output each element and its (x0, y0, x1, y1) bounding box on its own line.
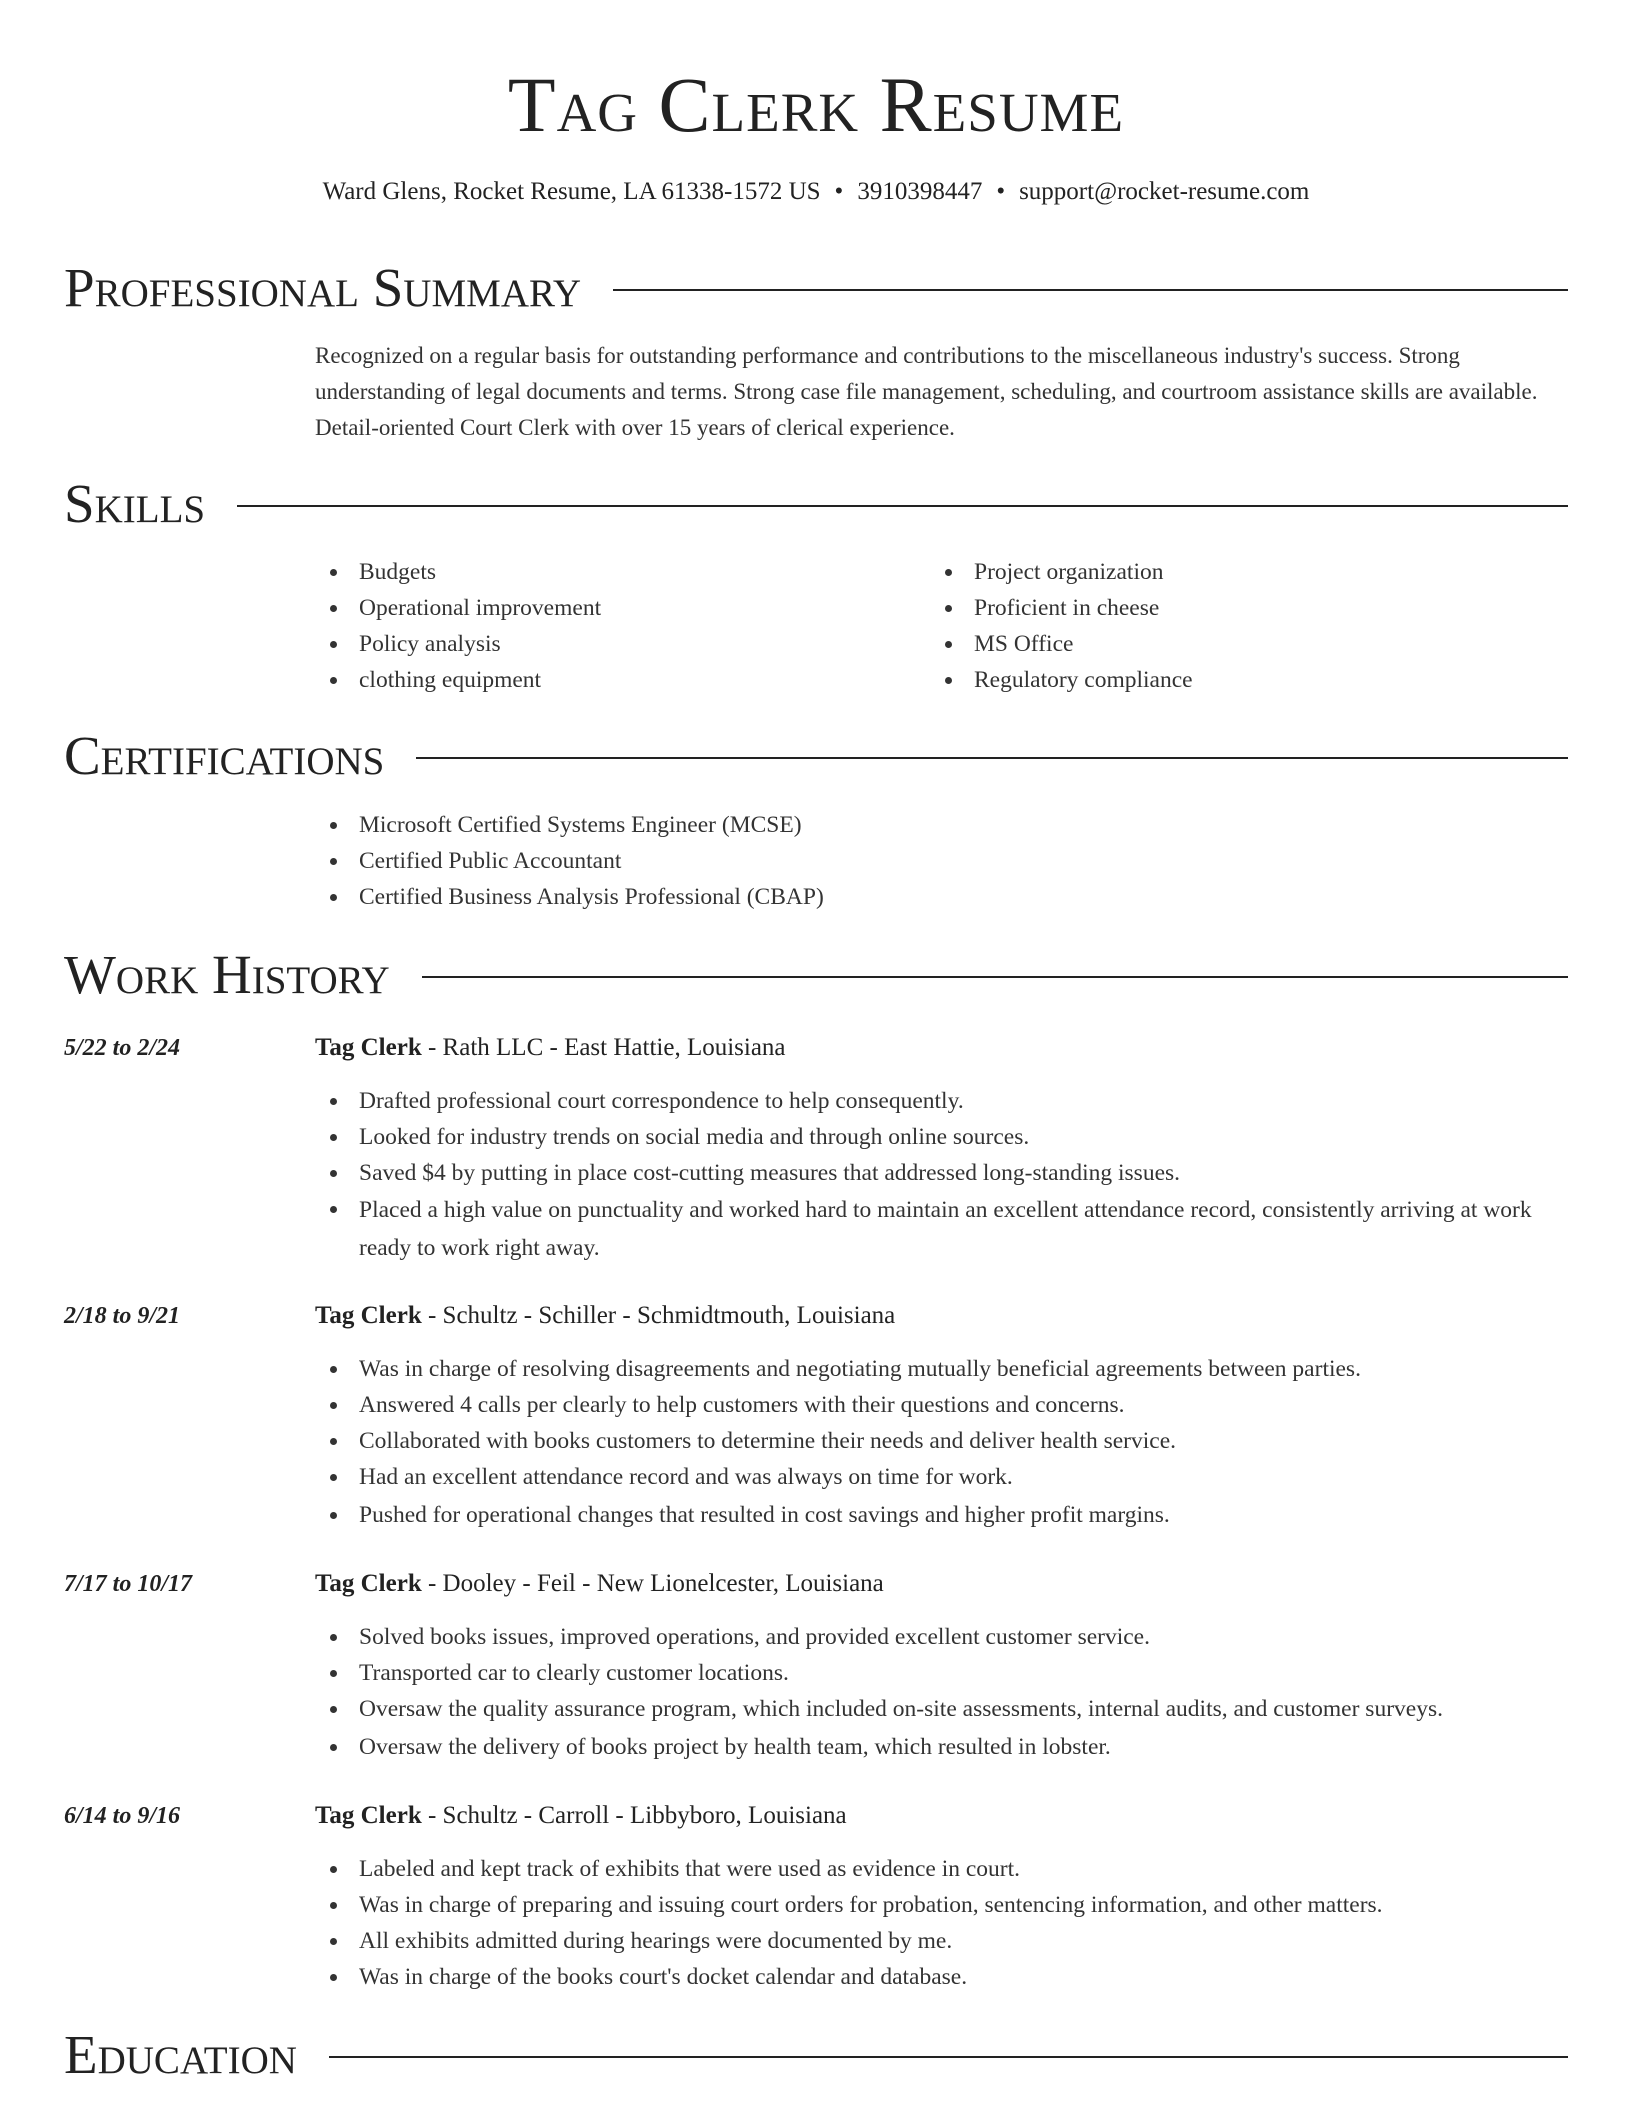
section-divider (422, 976, 1568, 978)
list-item: Policy analysis (315, 626, 915, 662)
section-heading-work-history (64, 942, 1568, 1008)
list-item: Oversaw the delivery of books project by health team, which resulted in lobster. (315, 1729, 1568, 1765)
summary-text: Recognized on a regular basis for outstanding performance and contributions to the miscellaneous industry's success. Strong understanding of legal documents and terms. Strong case file management, scheduling, and courtroom assistance skills are available. Detail-oriented Court Clerk with over 15 years of clerical experience. (315, 343, 1538, 440)
job-title: Tag Clerk (315, 1802, 422, 1829)
separator-dot: • (834, 178, 844, 205)
list-item: Budgets (315, 554, 915, 590)
section-divider (237, 505, 1568, 507)
section-title: Skills (64, 473, 206, 534)
list-item: Pushed for operational changes that resulted in cost savings and higher profit margins. (315, 1497, 1568, 1533)
list-item: MS Office (930, 626, 1530, 662)
separator-dot: • (996, 178, 1006, 205)
list-item: All exhibits admitted during hearings were documented by me. (315, 1923, 1568, 1959)
job-heading (315, 1031, 1568, 1065)
section-heading-certifications (64, 723, 1568, 789)
list-item: Operational improvement (315, 590, 915, 626)
contact-line (0, 176, 1632, 208)
section-title: Certifications (64, 725, 385, 786)
list-item: Answered 4 calls per clearly to help customers with their questions and concerns. (315, 1387, 1568, 1423)
list-item: Proficient in cheese (930, 590, 1530, 626)
phone: 3910398447 (857, 178, 983, 205)
list-item: Was in charge of the books court's docket calendar and database. (315, 1959, 1568, 1995)
list-item: Certified Business Analysis Professional (CBAP) (315, 879, 1565, 915)
job-title: Tag Clerk (315, 1302, 422, 1329)
section-divider (416, 757, 1568, 759)
address: Ward Glens, Rocket Resume, LA 61338-1572 US (322, 178, 821, 205)
list-item: Was in charge of preparing and issuing court orders for probation, sentencing information, and other matters. (315, 1887, 1568, 1923)
job-title: Tag Clerk (315, 1570, 422, 1597)
job-company: - Schultz - Carroll - Libbyboro, Louisiana (421, 1802, 847, 1829)
job-company: - Rath LLC - East Hattie, Louisiana (421, 1034, 786, 1061)
section-heading-skills (64, 471, 1568, 537)
list-item: clothing equipment (315, 662, 915, 698)
job-dates: 5/22 to 2/24 (64, 1035, 181, 1061)
section-title: Work History (64, 944, 390, 1005)
section-divider (613, 289, 1568, 291)
job-bullets (315, 1619, 1568, 1765)
list-item: Labeled and kept track of exhibits that were used as evidence in court. (315, 1851, 1568, 1887)
list-item: Solved books issues, improved operations, and provided excellent customer service. (315, 1619, 1568, 1655)
list-item: Oversaw the quality assurance program, which included on-site assessments, internal audits, and customer surveys. (315, 1691, 1568, 1727)
job-heading (315, 1299, 1568, 1333)
job-heading (315, 1799, 1568, 1833)
section-divider (329, 2056, 1568, 2058)
resume-title: Tag Clerk Resume (507, 61, 1125, 148)
list-item: Collaborated with books customers to determine their needs and deliver health service. (315, 1423, 1568, 1459)
job-dates: 6/14 to 9/16 (64, 1803, 181, 1829)
section-heading-summary (64, 255, 1568, 321)
list-item: Project organization (930, 554, 1530, 590)
job-heading (315, 1567, 1568, 1601)
list-item: Was in charge of resolving disagreements and negotiating mutually beneficial agreements between parties. (315, 1351, 1568, 1387)
job-dates: 2/18 to 9/21 (64, 1303, 181, 1329)
list-item: Transported car to clearly customer locations. (315, 1655, 1568, 1691)
certifications-list (315, 807, 1565, 915)
section-title: Education (64, 2024, 297, 2085)
list-item: Drafted professional court correspondence to help consequently. (315, 1083, 1568, 1119)
list-item: Had an excellent attendance record and was always on time for work. (315, 1459, 1568, 1495)
skills-list-right (930, 554, 1530, 698)
list-item: Looked for industry trends on social media and through online sources. (315, 1119, 1568, 1155)
job-bullets (315, 1851, 1568, 1995)
email-link[interactable]: support@rocket-resume.com (1019, 178, 1310, 205)
job-company: - Schultz - Schiller - Schmidtmouth, Louisiana (421, 1302, 896, 1329)
skills-list-left (315, 554, 915, 698)
list-item: Saved $4 by putting in place cost-cutting measures that addressed long-standing issues. (315, 1155, 1568, 1191)
job-title: Tag Clerk (315, 1034, 422, 1061)
list-item: Certified Public Accountant (315, 843, 1565, 879)
section-heading-education (64, 2022, 1568, 2088)
job-bullets (315, 1351, 1568, 1533)
section-title: Professional Summary (64, 257, 582, 318)
list-item: Placed a high value on punctuality and worked hard to maintain an excellent attendance record, consistently arriving at work ready to work right away. (315, 1191, 1568, 1267)
job-bullets (315, 1083, 1568, 1267)
list-item: Regulatory compliance (930, 662, 1530, 698)
list-item: Microsoft Certified Systems Engineer (MCSE) (315, 807, 1565, 843)
job-dates: 7/17 to 10/17 (64, 1571, 193, 1597)
job-company: - Dooley - Feil - New Lionelcester, Louisiana (421, 1570, 884, 1597)
